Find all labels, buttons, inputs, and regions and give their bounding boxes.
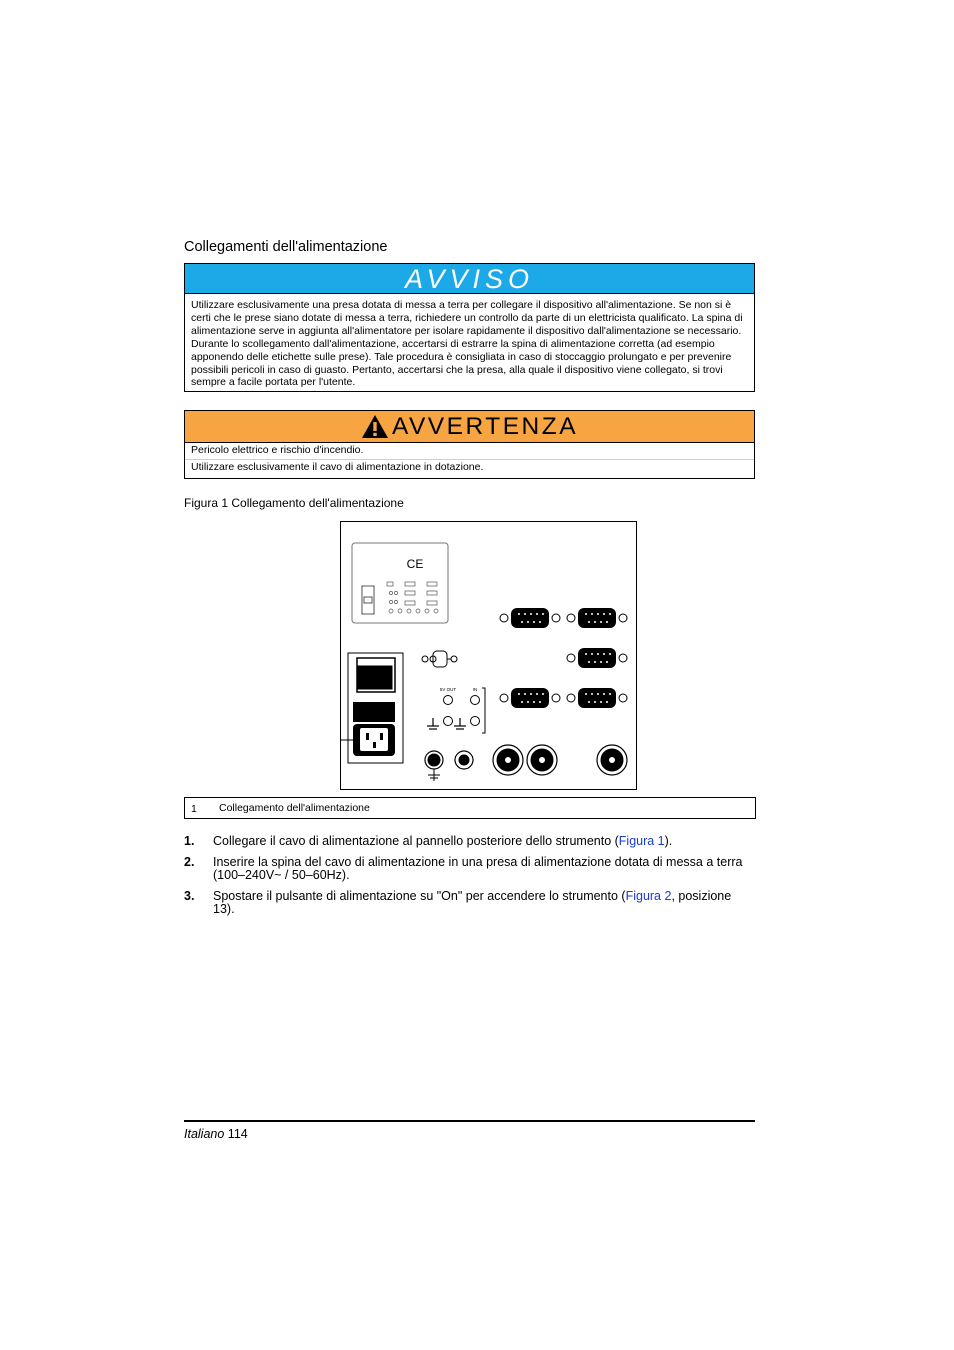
- legend-number: 1: [191, 803, 197, 815]
- figure-2-link[interactable]: Figura 2: [625, 889, 672, 903]
- legend-text: Collegamento dell'alimentazione: [219, 802, 370, 814]
- avvertenza-line-2: Utilizzare esclusivamente il cavo di alimentazione in dotazione.: [185, 459, 754, 476]
- steps-list: [184, 835, 754, 924]
- rear-panel-drawing: [341, 522, 638, 791]
- step-1: 1. Collegare il cavo di alimentazione al pannello posteriore dello strumento (Figura 1).: [184, 834, 673, 848]
- step-3: 3. Spostare il pulsante di alimentazione su "On" per accendere lo strumento (Figura 2, posizione 13).: [184, 889, 732, 916]
- avvertenza-heading: AVVERTENZA: [391, 412, 579, 440]
- label-5v-out: 5V OUT: [439, 687, 457, 692]
- avviso-body: Utilizzare esclusivamente una presa dotata di messa a terra per collegare il dispositivo all'alimentazione. Se non si è certi che le prese siano dotate di messa a terra, richiedere un controllo da parte di un elettricista qualificato. La spina di alimentazione serve in aggiunta all'alimentatore per isolare rapidamente il dispositivo dall'alimentazione se necessario. Durante lo scollegamento dall'alimentazione, accertarsi di estrarre la spina di alimentazione corretta (ad esempio apponendo delle etichette sulle prese). Tale procedura è consigliata in caso di stoccaggio prolungato e per prevenire possibili pericoli in caso di guasto. Pertanto, accertarsi che la presa, alla quale il dispositivo viene collegato, si trovi sempre a facile portata per l'utente.: [191, 299, 743, 389]
- step-2: 2. Inserire la spina del cavo di alimentazione in una presa di alimentazione dotata di messa a terra (100–240V~ / 50–60Hz).: [184, 855, 743, 882]
- step-number: 2.: [184, 855, 195, 869]
- avviso-header: [185, 264, 754, 294]
- rear-panel-figure: [340, 521, 637, 790]
- footer-language: Italiano: [184, 1127, 225, 1141]
- label-in: IN: [472, 687, 478, 692]
- step-number: 1.: [184, 834, 195, 848]
- avviso-notice: [184, 263, 755, 392]
- avvertenza-notice: [184, 410, 755, 479]
- avvertenza-line-1: Pericolo elettrico e rischio d'incendio.: [191, 444, 364, 456]
- figure-caption: Figura 1 Collegamento dell'alimentazione: [184, 496, 404, 510]
- figure-1-link[interactable]: Figura 1: [618, 834, 665, 848]
- warning-triangle-icon: [361, 414, 389, 439]
- step-number: 3.: [184, 889, 195, 903]
- avvertenza-header: [185, 411, 754, 443]
- figure-legend: [184, 797, 756, 819]
- section-title: Collegamenti dell'alimentazione: [184, 239, 388, 255]
- footer-divider: [184, 1120, 755, 1122]
- page-number: 114: [227, 1127, 248, 1141]
- page-footer: [184, 1127, 248, 1141]
- ce-mark: CE: [406, 557, 424, 571]
- avviso-heading: AVVISO: [404, 263, 535, 294]
